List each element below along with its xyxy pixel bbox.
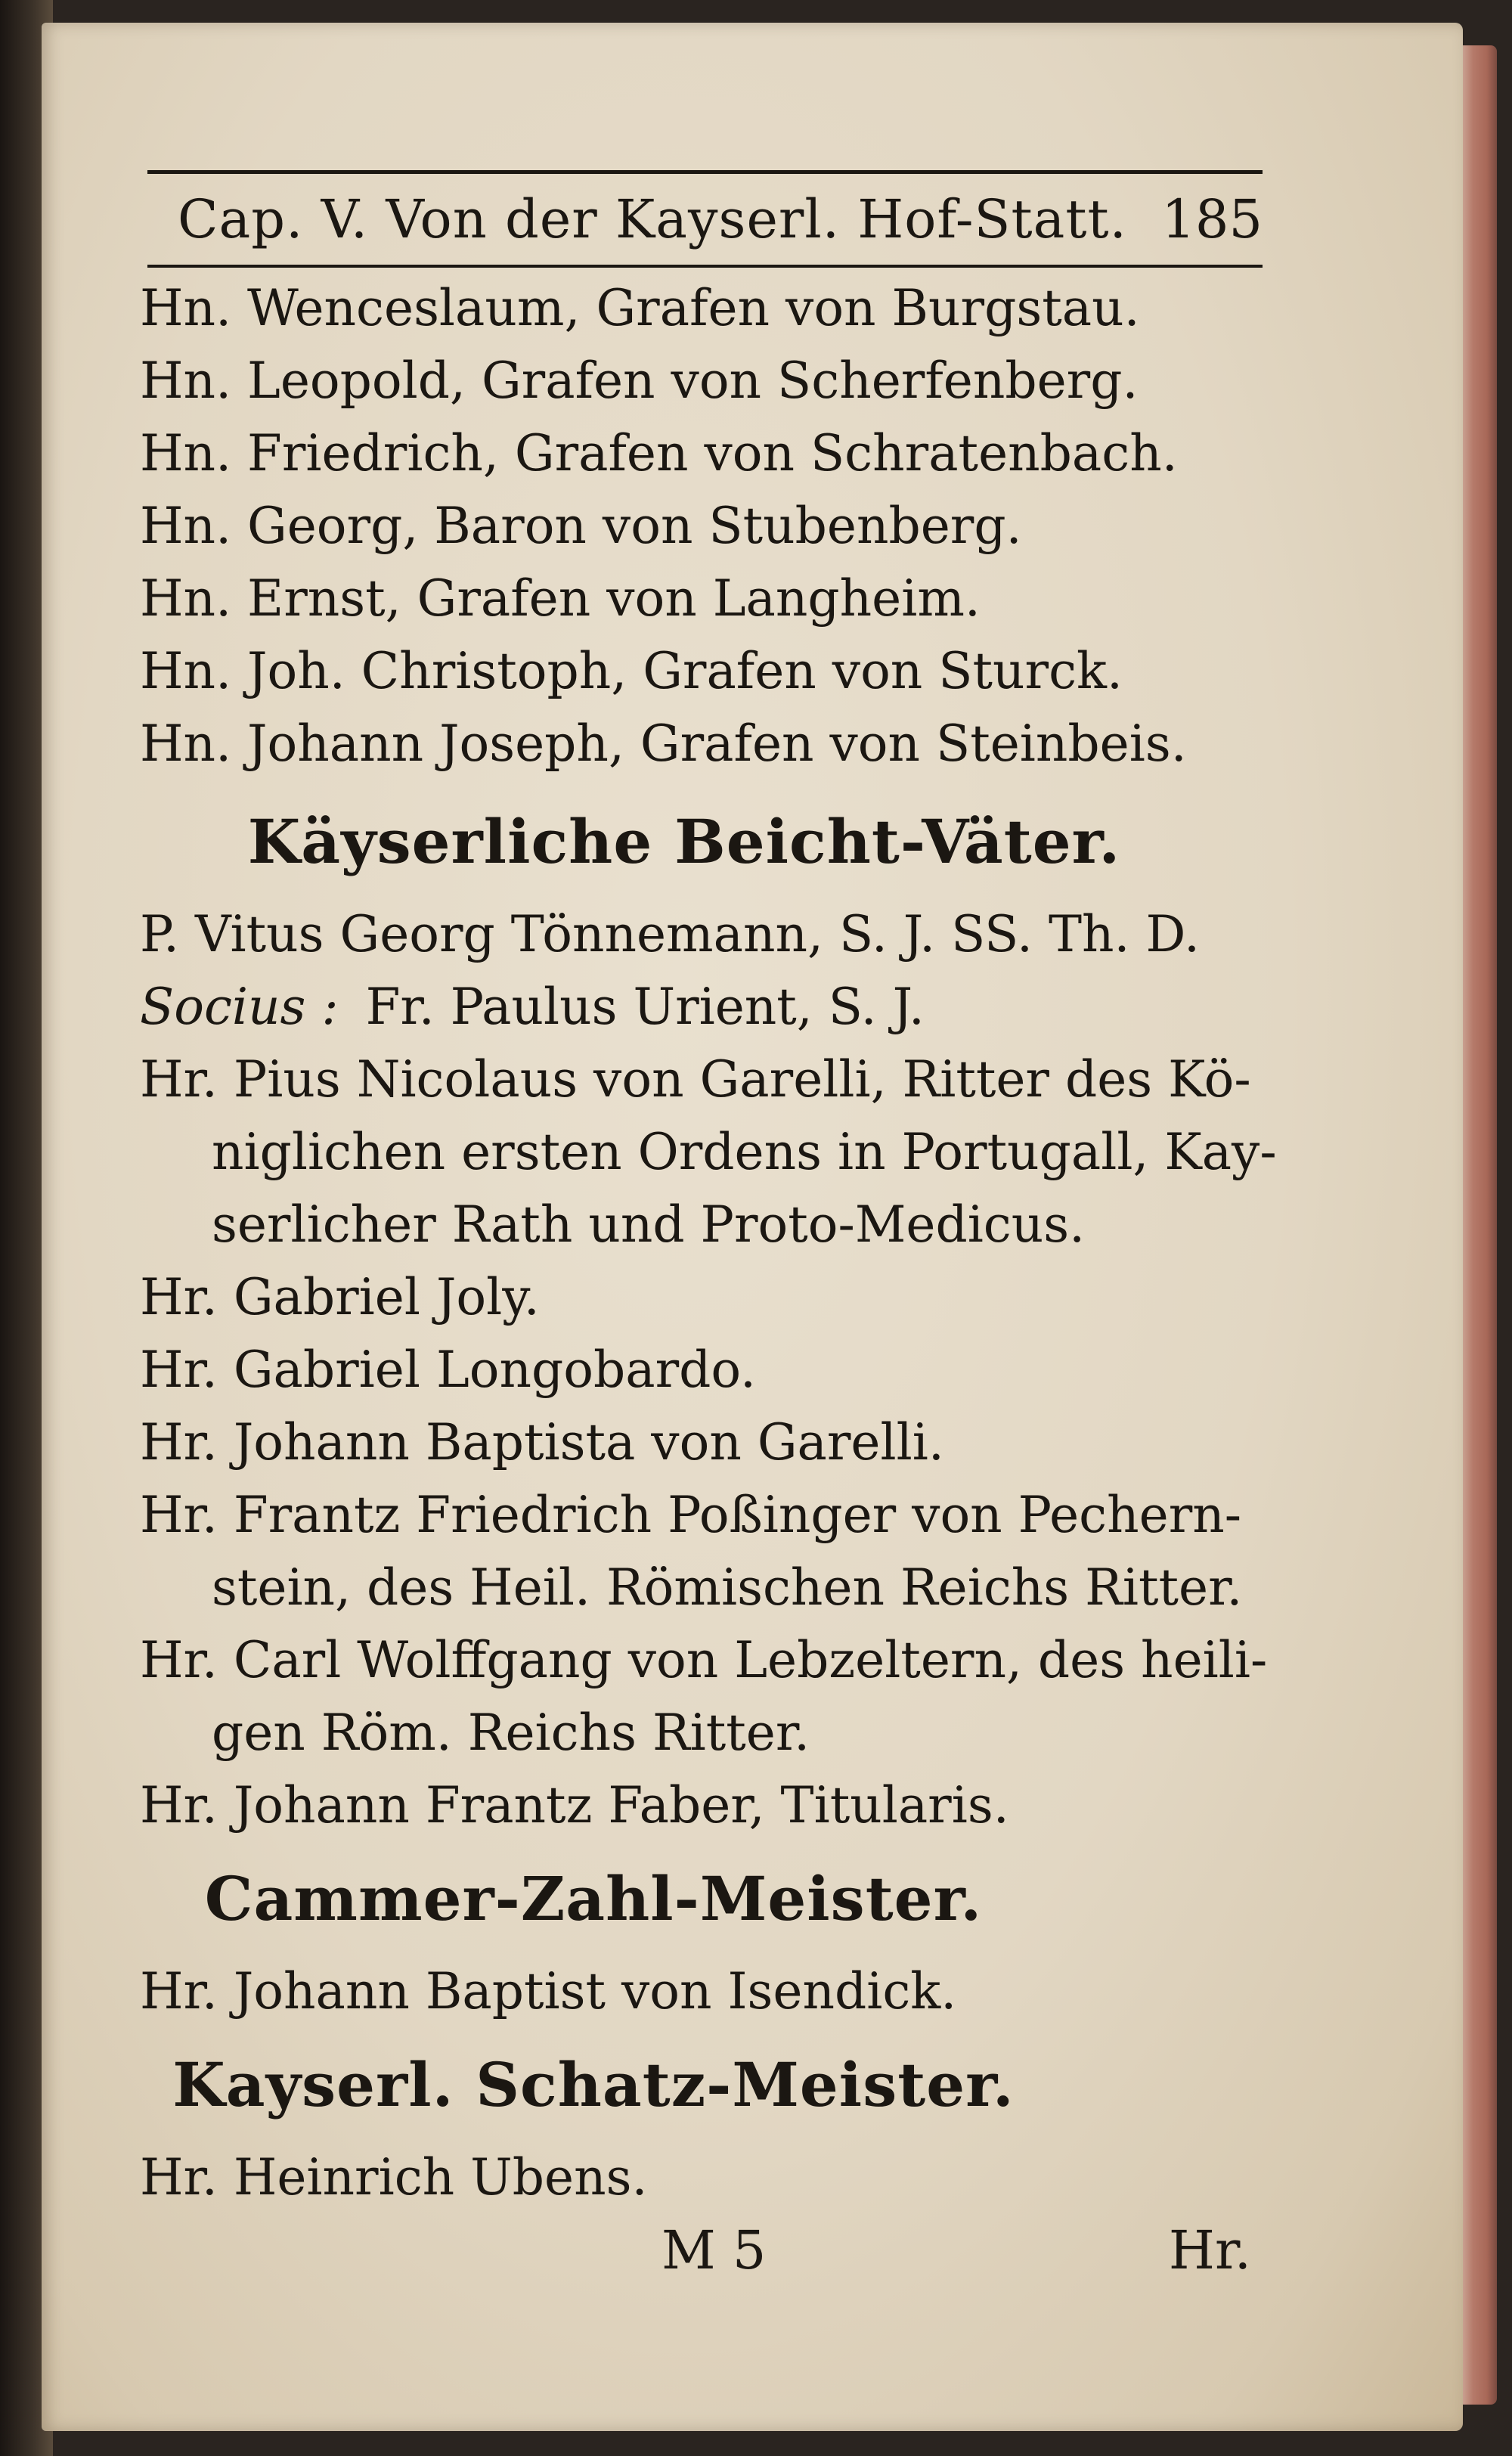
entry-line: Hr. Johann Baptista von Garelli.: [140, 1413, 944, 1471]
list-item: [140, 1334, 1274, 1406]
entry-line: Hr. Gabriel Longobardo.: [140, 1341, 756, 1399]
entry-line: stein, des Heil. Römischen Reichs Ritter.: [212, 1558, 1243, 1617]
list-item: Hn. Leopold, Grafen von Scherfenberg.: [140, 352, 1139, 410]
signature-mark: M 5: [662, 2219, 767, 2281]
entry-list-top: [140, 272, 1274, 780]
page-footer: [140, 2219, 1251, 2281]
list-item: [140, 1043, 1277, 1261]
list-item: [140, 1624, 1274, 1769]
page-number: 185: [1161, 188, 1263, 250]
entry-line: Hr. Johann Frantz Faber, Titularis.: [140, 1776, 1009, 1834]
entry-line: Hr. Carl Wolffgang von Lebzeltern, des heili-: [140, 1631, 1268, 1689]
list-item: Hn. Ernst, Grafen von Langheim.: [140, 569, 981, 628]
header-rule-bottom: [147, 265, 1263, 268]
list-item: Hn. Wenceslaum, Grafen von Burgstau.: [140, 279, 1140, 337]
entry-line: Hr. Gabriel Joly.: [140, 1268, 540, 1326]
section-heading-confessors: Käyserliche Beicht-Väter.: [247, 806, 1121, 877]
list-item: Hr. Johann Baptist von Isendick.: [140, 1962, 957, 2020]
page-content: [140, 170, 1277, 2214]
list-item: [140, 1479, 1274, 1624]
list-item: [140, 1406, 1274, 1479]
list-item: Hn. Friedrich, Grafen von Schratenbach.: [140, 424, 1178, 482]
entry-line: niglichen ersten Ordens in Portugall, Kay-: [212, 1123, 1277, 1181]
entry-line: serlicher Rath und Proto-Medicus.: [212, 1195, 1086, 1254]
running-head: [147, 174, 1263, 265]
list-item: Hn. Johann Joseph, Grafen von Steinbeis.: [140, 715, 1187, 773]
running-head-title: Cap. V. Von der Kayserl. Hof-Statt.: [178, 188, 1127, 250]
list-item: Hn. Joh. Christoph, Grafen von Sturck.: [140, 642, 1123, 700]
socius-label: Socius :: [140, 978, 339, 1036]
socius-name: Fr. Paulus Urient, S. J.: [365, 978, 925, 1036]
list-item: Hr. Heinrich Ubens.: [140, 2148, 648, 2206]
entry-line: gen Röm. Reichs Ritter.: [212, 1704, 810, 1762]
section-heading-paymaster: Cammer-Zahl-Meister.: [204, 1863, 983, 1934]
list-item: Hn. Georg, Baron von Stubenberg.: [140, 497, 1022, 555]
socius-line: [140, 971, 1274, 1043]
entry-line: Hr. Frantz Friedrich Poßinger von Pechern-: [140, 1486, 1242, 1544]
catchword: Hr.: [1168, 2219, 1251, 2281]
list-item: [140, 1769, 1274, 1842]
section-heading-treasurer: Kayserl. Schatz-Meister.: [172, 2049, 1015, 2120]
entry-line: Hr. Pius Nicolaus von Garelli, Ritter des Kö-: [140, 1050, 1251, 1109]
confessor-line: P. Vitus Georg Tönnemann, S. J. SS. Th. D.: [140, 905, 1200, 963]
list-item: [140, 1261, 1274, 1334]
page-edges: [1463, 45, 1497, 2405]
